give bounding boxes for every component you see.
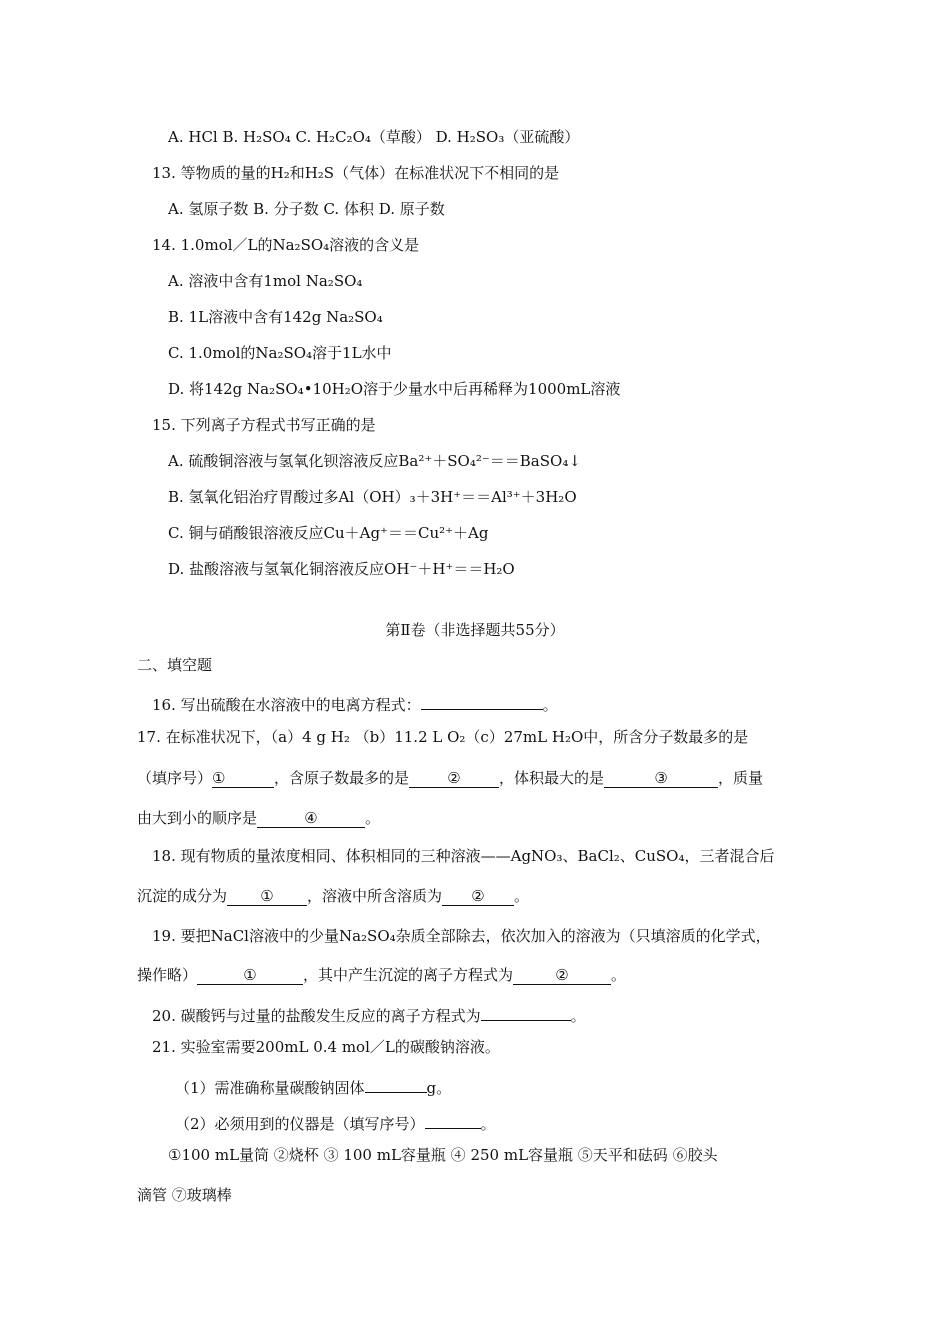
q20-answer-blank[interactable] <box>481 1002 571 1021</box>
q15-option-b: B. 氢氧化铝治疗胃酸过多Al（OH）₃＋3H⁺＝＝Al³⁺＋3H₂O <box>168 488 577 506</box>
q17-blank-4[interactable]: ④ <box>257 809 365 828</box>
q17-line1: 17. 在标准状况下，（a）4 g H₂ （b）11.2 L O₂（c）27mL H₂O中，所含分子数最多的是 <box>137 728 749 746</box>
q17-line3 <box>137 808 380 828</box>
q14-stem: 14. 1.0mol／L的Na₂SO₄溶液的含义是 <box>152 236 420 254</box>
q21-part1-unit: g。 <box>426 1079 452 1097</box>
q20 <box>152 1002 586 1026</box>
q14-option-c: C. 1.0mol的Na₂SO₄溶于1L水中 <box>168 344 392 362</box>
q21-part2-end: 。 <box>480 1115 496 1133</box>
q18-text-c: 。 <box>514 887 530 905</box>
q21-part1 <box>175 1074 451 1098</box>
q20-end: 。 <box>570 1007 586 1025</box>
q17-blank-1[interactable]: ① <box>212 769 274 788</box>
q16-answer-blank[interactable] <box>421 691 543 710</box>
q15-option-a: A. 硫酸铜溶液与氢氧化钡溶液反应Ba²⁺＋SO₄²⁻＝＝BaSO₄↓ <box>168 452 581 470</box>
q19-text-c: 。 <box>611 966 627 984</box>
q17-text-b: ，含原子数最多的是 <box>274 769 410 787</box>
q15-stem: 15. 下列离子方程式书写正确的是 <box>152 416 376 434</box>
q21-instruments-line2: 滴管 ⑦玻璃棒 <box>137 1186 232 1204</box>
q18-line2 <box>137 886 529 906</box>
q21-part2-text: （2）必须用到的仪器是（填写序号） <box>175 1115 425 1133</box>
q12-options: A. HCl B. H₂SO₄ C. H₂C₂O₄（草酸） D. H₂SO₃（亚硫酸） <box>168 128 580 146</box>
q21-stem: 21. 实验室需要200mL 0.4 mol／L的碳酸钠溶液。 <box>152 1038 500 1056</box>
q13-options: A. 氢原子数 B. 分子数 C. 体积 D. 原子数 <box>168 200 445 218</box>
q19-text-a: 操作略） <box>137 966 198 984</box>
q17-blank-3[interactable]: ③ <box>604 769 718 788</box>
section-fill-in-heading: 二、填空题 <box>137 656 213 674</box>
q16-text: 16. 写出硫酸在水溶液中的电离方程式： <box>152 696 421 714</box>
q20-text: 20. 碳酸钙与过量的盐酸发生反应的离子方程式为 <box>152 1007 481 1025</box>
q18-text-a: 沉淀的成分为 <box>137 887 228 905</box>
q21-part2 <box>175 1110 496 1134</box>
q19-blank-2[interactable]: ② <box>513 966 611 985</box>
q15-option-c: C. 铜与硝酸银溶液反应Cu＋Ag⁺＝＝Cu²⁺＋Ag <box>168 524 489 542</box>
q17-text-e: 由大到小的顺序是 <box>137 809 258 827</box>
part2-title: 第Ⅱ卷（非选择题共55分） <box>385 621 565 639</box>
q15-option-d: D. 盐酸溶液与氢氧化铜溶液反应OH⁻＋H⁺＝＝H₂O <box>168 560 515 578</box>
q21-part2-blank[interactable] <box>425 1110 481 1129</box>
q19-blank-1[interactable]: ① <box>197 966 303 985</box>
q17-text-a: （填序号） <box>137 769 213 787</box>
q13-stem: 13. 等物质的量的H₂和H₂S（气体）在标准状况下不相同的是 <box>152 164 560 182</box>
q19-line1: 19. 要把NaCl溶液中的少量Na₂SO₄杂质全部除去，依次加入的溶液为（只填溶质的化学式， <box>152 927 771 945</box>
q18-text-b: ，溶液中所含溶质为 <box>307 887 443 905</box>
q19-text-b: ，其中产生沉淀的离子方程式为 <box>303 966 514 984</box>
q17-text-c: ，体积最大的是 <box>499 769 605 787</box>
q18-blank-1[interactable]: ① <box>227 887 307 906</box>
q14-option-b: B. 1L溶液中含有142g Na₂SO₄ <box>168 308 383 326</box>
q17-line2 <box>137 768 763 788</box>
q16-end: 。 <box>542 696 558 714</box>
q19-line2 <box>137 965 626 985</box>
q18-line1: 18. 现有物质的量浓度相同、体积相同的三种溶液——AgNO₃、BaCl₂、CuSO₄，三者混合后 <box>152 847 775 865</box>
q17-text-d: ，质量 <box>718 769 764 787</box>
q14-option-a: A. 溶液中含有1mol Na₂SO₄ <box>168 272 363 290</box>
q21-part1-text: （1）需准确称量碳酸钠固体 <box>175 1079 365 1097</box>
q17-blank-2[interactable]: ② <box>409 769 499 788</box>
q14-option-d: D. 将142g Na₂SO₄•10H₂O溶于少量水中后再稀释为1000mL溶液 <box>168 380 621 398</box>
q17-text-f: 。 <box>365 809 381 827</box>
q16 <box>152 691 558 715</box>
q21-instruments-line1: ①100 mL量筒 ②烧杯 ③ 100 mL容量瓶 ④ 250 mL容量瓶 ⑤天平和砝码 ⑥胶头 <box>168 1146 718 1164</box>
q21-part1-blank[interactable] <box>365 1074 427 1093</box>
q18-blank-2[interactable]: ② <box>442 887 514 906</box>
